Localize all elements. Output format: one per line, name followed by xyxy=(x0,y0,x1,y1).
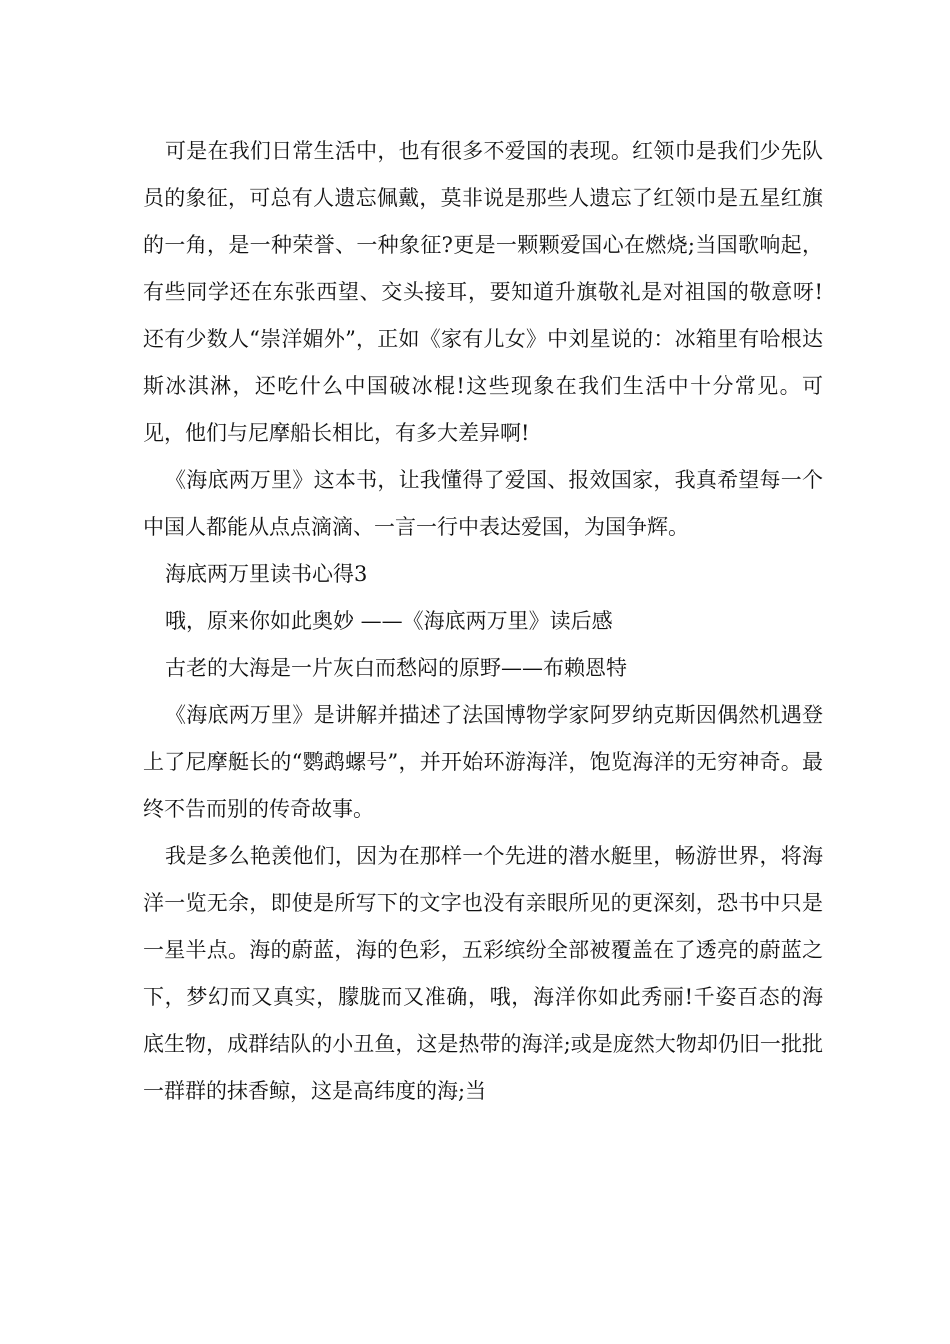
essay-title: 哦，原来你如此奥妙 ——《海底两万里》读后感 xyxy=(165,609,613,633)
paragraph-book-lesson: 《海底两万里》这本书，让我懂得了爱国、报效国家，我真希望每一个中国人都能从点点滴滴、一言一行中表达爱国，为国争辉。 xyxy=(143,468,823,539)
section-heading: 海底两万里读书心得3 xyxy=(165,562,368,586)
paragraph-book-summary: 《海底两万里》是讲解并描述了法国博物学家阿罗纳克斯因偶然机遇登上了尼摩艇长的“鹦鹉螺号”，并开始环游海洋，饱览海洋的无穷神奇。最终不告而别的传奇故事。 xyxy=(143,703,823,821)
document-body xyxy=(143,128,823,1115)
paragraph-ocean-description: 我是多么艳羡他们，因为在那样一个先进的潜水艇里，畅游世界，将海洋一览无余，即使是所写下的文字也没有亲眼所见的更深刻，恐书中只是一星半点。海的蔚蓝，海的色彩，五彩缤纷全部被覆盖在了透亮的蔚蓝之下，梦幻而又真实，朦胧而又准确，哦，海洋你如此秀丽!千姿百态的海底生物，成群结队的小丑鱼，这是热带的海洋;或是庞然大物却仍旧一批批一群群的抹香鲸，这是高纬度的海;当 xyxy=(143,844,823,1103)
epigraph-quote: 古老的大海是一片灰白而愁闷的原野——布赖恩特 xyxy=(165,656,627,680)
paragraph-patriotism-examples: 可是在我们日常生活中，也有很多不爱国的表现。红领巾是我们少先队员的象征，可总有人遗忘佩戴，莫非说是那些人遗忘了红领巾是五星红旗的一角，是一种荣誉、一种象征?更是一颗颗爱国心在燃烧;当国歌响起，有些同学还在东张西望、交头接耳，要知道升旗敬礼是对祖国的敬意呀!还有少数人“崇洋媚外”，正如《家有儿女》中刘星说的：冰箱里有哈根达斯冰淇淋，还吃什么中国破冰棍!这些现象在我们生活中十分常见。可见，他们与尼摩船长相比，有多大差异啊! xyxy=(143,139,823,445)
